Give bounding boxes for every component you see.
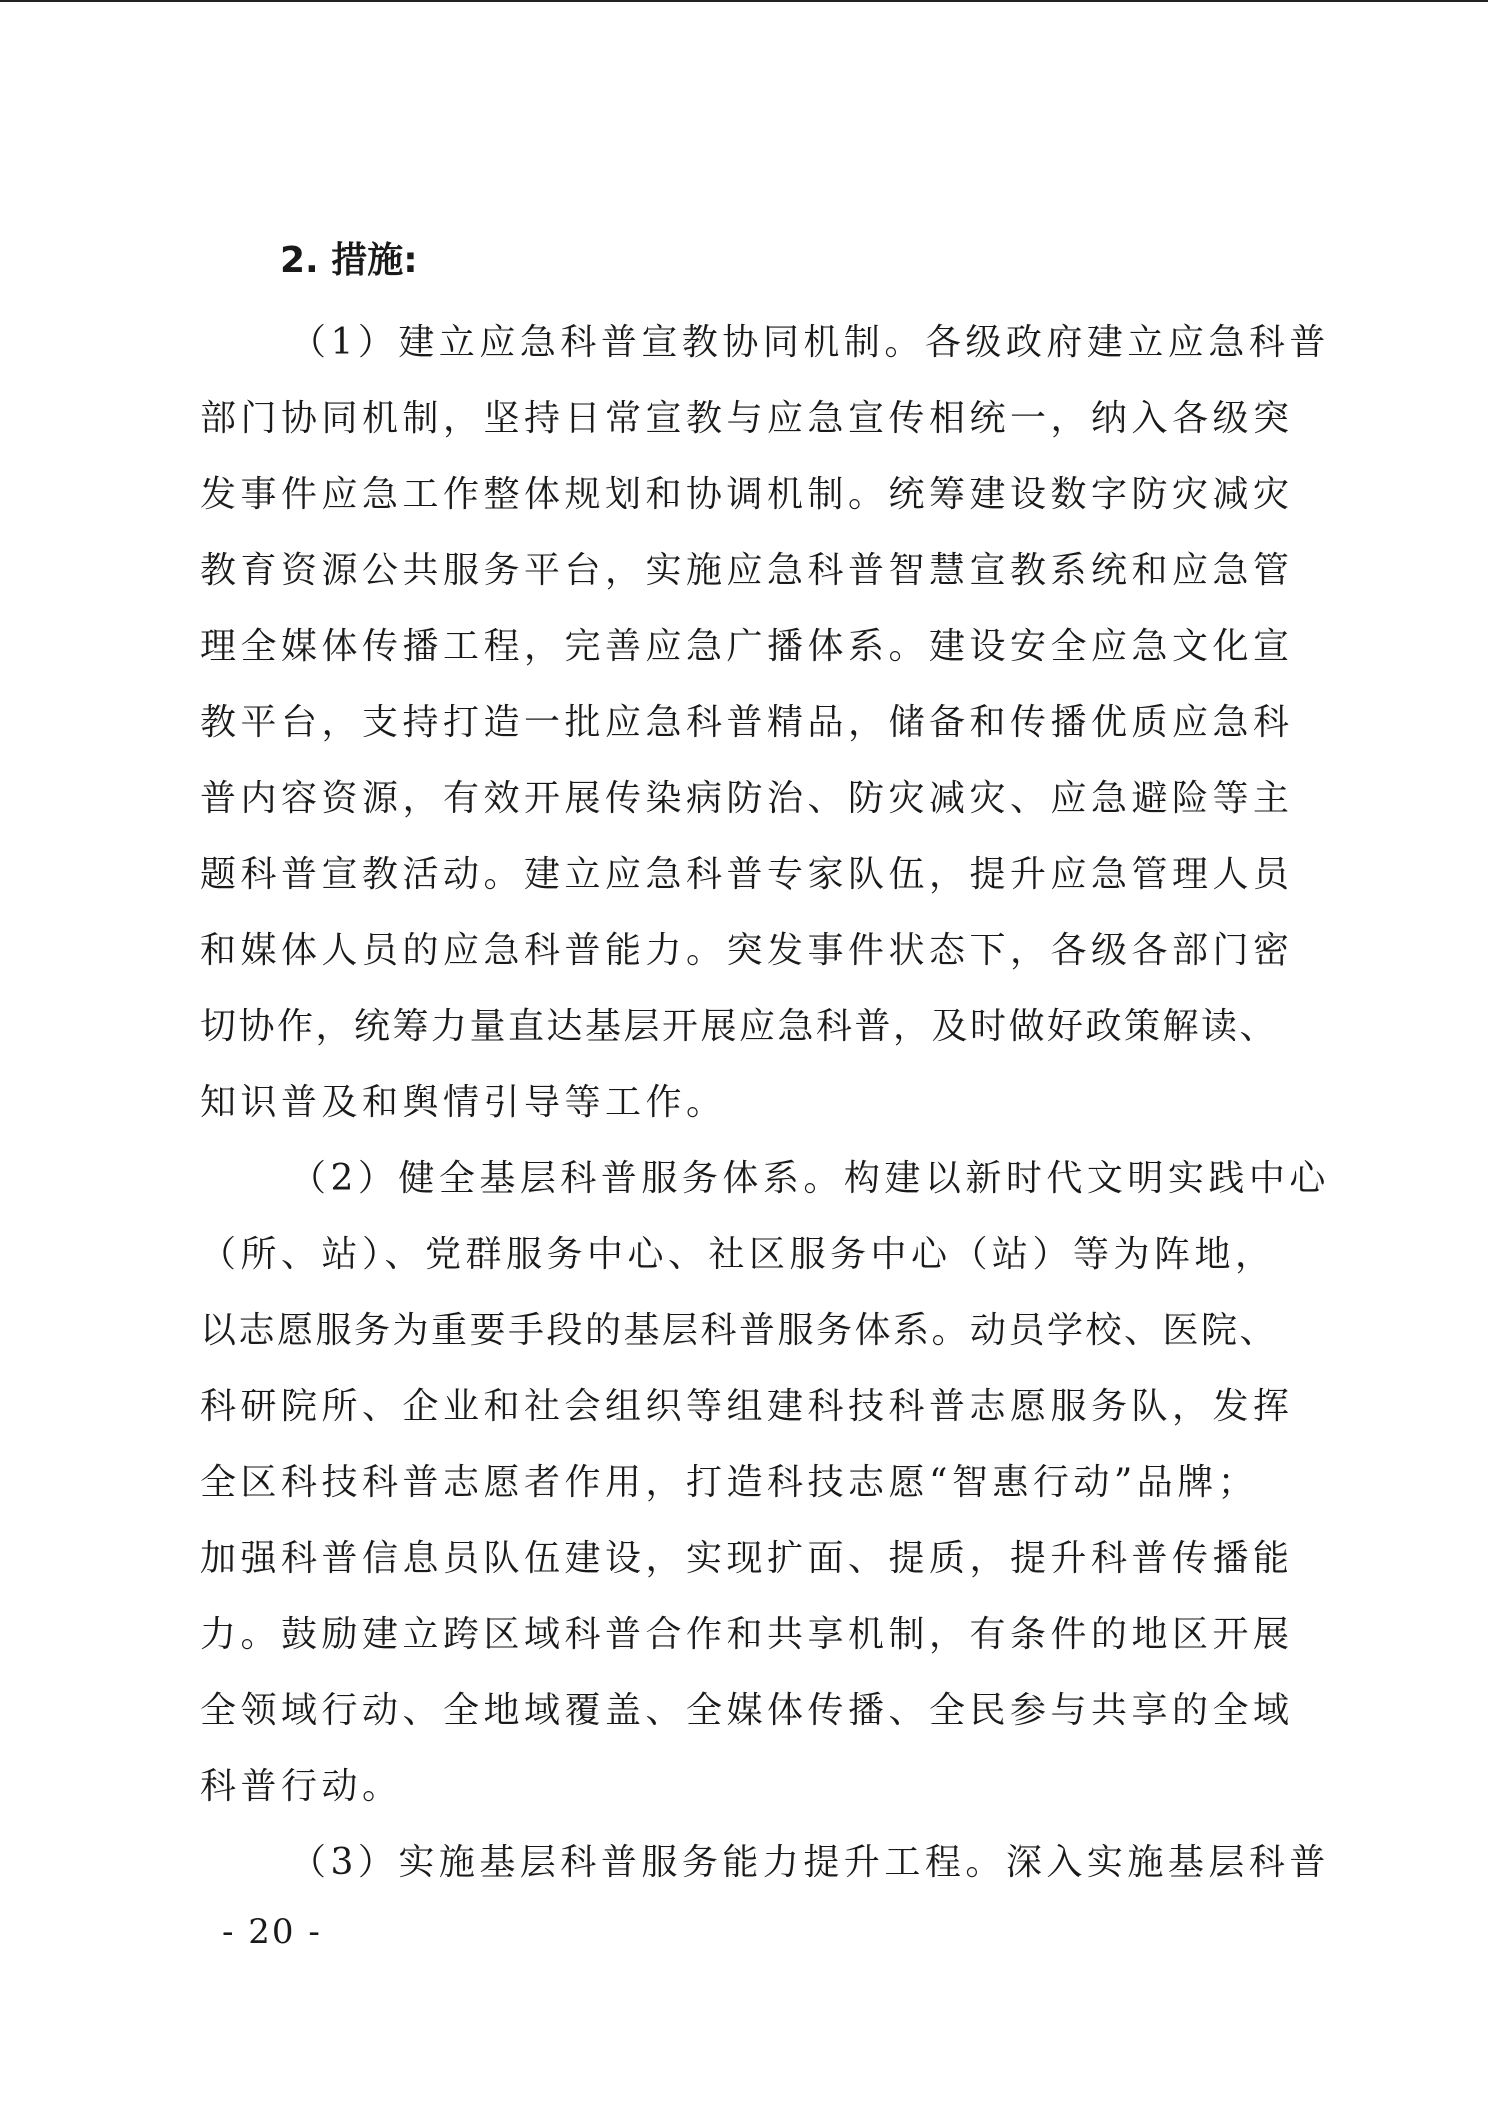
paragraph-1-line-9: 和媒体人员的应急科普能力。突发事件状态下，各级各部门密 [200, 930, 1294, 971]
paragraph-1-line-10: 切协作，统筹力量直达基层开展应急科普，及时做好政策解读、 [200, 1006, 1279, 1047]
section-heading: 2. 措施: [280, 240, 418, 281]
paragraph-2-line-1: （2）健全基层科普服务体系。构建以新时代文明实践中心 [290, 1158, 1330, 1199]
paragraph-1-line-6: 教平台，支持打造一批应急科普精品，储备和传播优质应急科 [200, 702, 1294, 743]
paragraph-1-line-5: 理全媒体传播工程，完善应急广播体系。建设安全应急文化宣 [200, 626, 1294, 667]
paragraph-3-line-1: （3）实施基层科普服务能力提升工程。深入实施基层科普 [290, 1842, 1330, 1883]
paragraph-1-line-8: 题科普宣教活动。建立应急科普专家队伍，提升应急管理人员 [200, 854, 1294, 895]
paragraph-1-line-1: （1）建立应急科普宣教协同机制。各级政府建立应急科普 [290, 322, 1330, 363]
paragraph-1-line-7: 普内容资源，有效开展传染病防治、防灾减灾、应急避险等主 [200, 778, 1294, 819]
paragraph-2-line-3: 以志愿服务为重要手段的基层科普服务体系。动员学校、医院、 [200, 1310, 1279, 1351]
paragraph-2-line-9: 科普行动。 [200, 1766, 403, 1807]
paragraph-2-line-7: 力。鼓励建立跨区域科普合作和共享机制，有条件的地区开展 [200, 1614, 1294, 1655]
top-border-rule [0, 0, 1488, 2]
paragraph-2-line-5: 全区科技科普志愿者作用，打造科技志愿“智惠行动”品牌； [200, 1462, 1259, 1503]
paragraph-2-line-6: 加强科普信息员队伍建设，实现扩面、提质，提升科普传播能 [200, 1538, 1294, 1579]
paragraph-1-line-3: 发事件应急工作整体规划和协调机制。统筹建设数字防灾减灾 [200, 474, 1294, 515]
page-number: - 20 - [222, 1912, 322, 1952]
paragraph-1-line-11: 知识普及和舆情引导等工作。 [200, 1082, 727, 1123]
paragraph-2-line-8: 全领域行动、全地域覆盖、全媒体传播、全民参与共享的全域 [200, 1690, 1294, 1731]
paragraph-1-line-4: 教育资源公共服务平台，实施应急科普智慧宣教系统和应急管 [200, 550, 1294, 591]
paragraph-2-line-2: （所、站）、党群服务中心、社区服务中心（站）等为阵地， [200, 1234, 1276, 1275]
paragraph-2-line-4: 科研院所、企业和社会组织等组建科技科普志愿服务队，发挥 [200, 1386, 1294, 1427]
paragraph-1-line-2: 部门协同机制，坚持日常宣教与应急宣传相统一，纳入各级突 [200, 398, 1294, 439]
